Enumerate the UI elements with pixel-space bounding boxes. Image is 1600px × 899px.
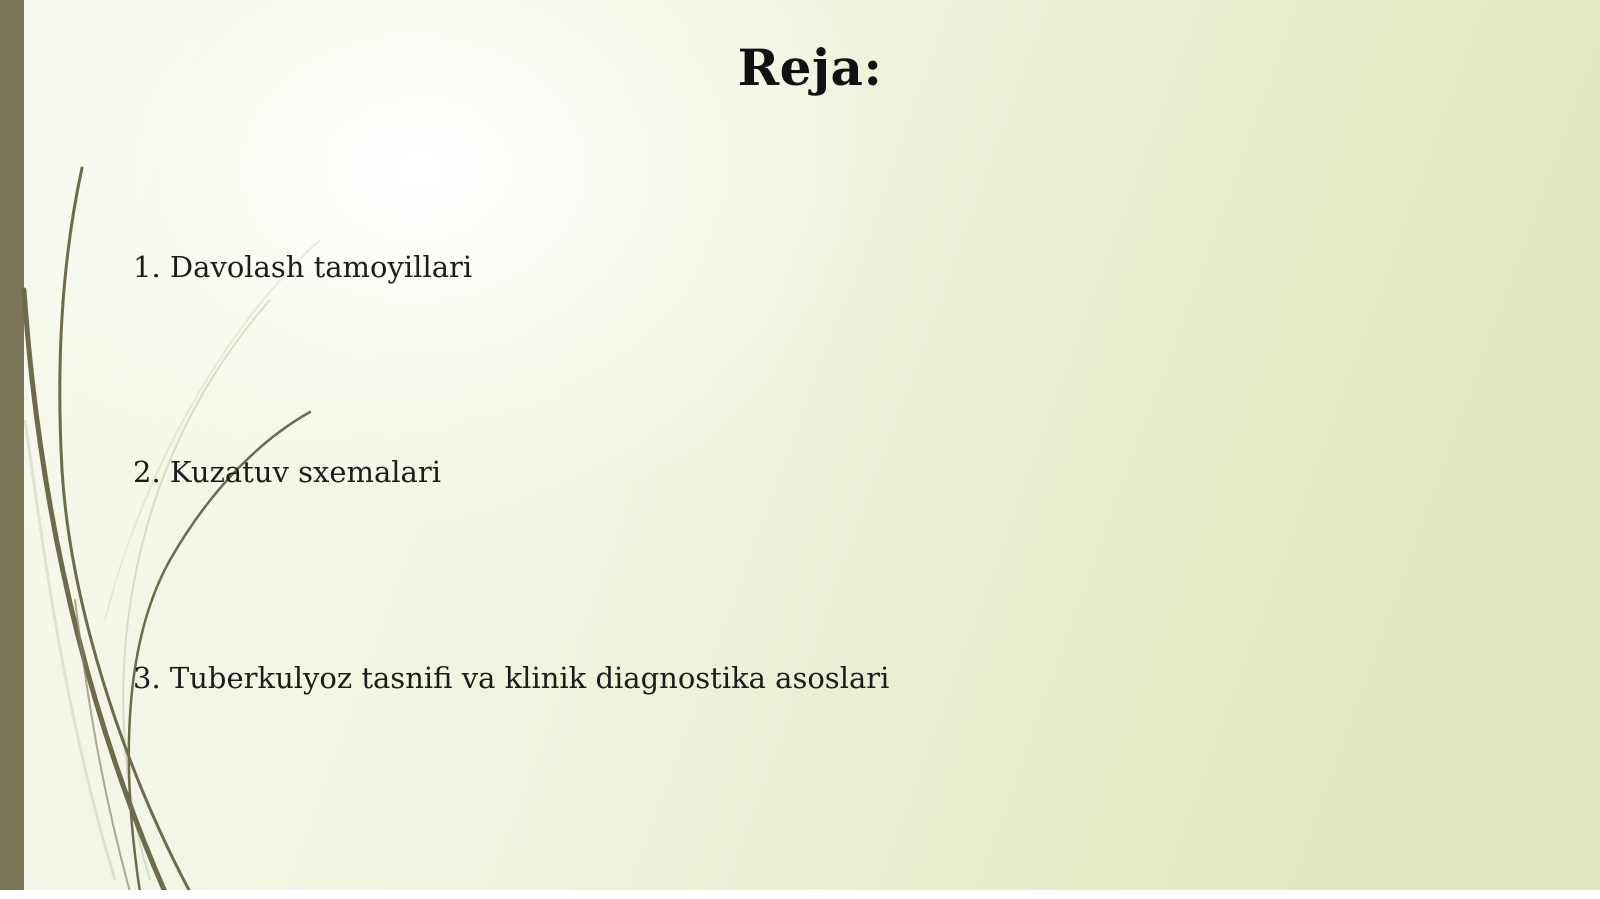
list-item-number: 2.	[133, 455, 161, 489]
bottom-strip	[0, 890, 1600, 899]
list-item	[133, 250, 472, 284]
list-item-text: Davolash tamoyillari	[169, 250, 473, 284]
list-item-number: 3.	[133, 661, 161, 695]
slide-title: Reja:	[737, 38, 883, 97]
list-item	[133, 661, 889, 695]
list-item-text: Tuberkulyoz tasnifi va klinik diagnostika asoslari	[169, 661, 890, 695]
list-item-number: 1.	[133, 250, 161, 284]
grass-blades-icon	[0, 0, 420, 899]
list-item	[133, 455, 441, 489]
list-item-text: Kuzatuv sxemalari	[169, 455, 441, 489]
